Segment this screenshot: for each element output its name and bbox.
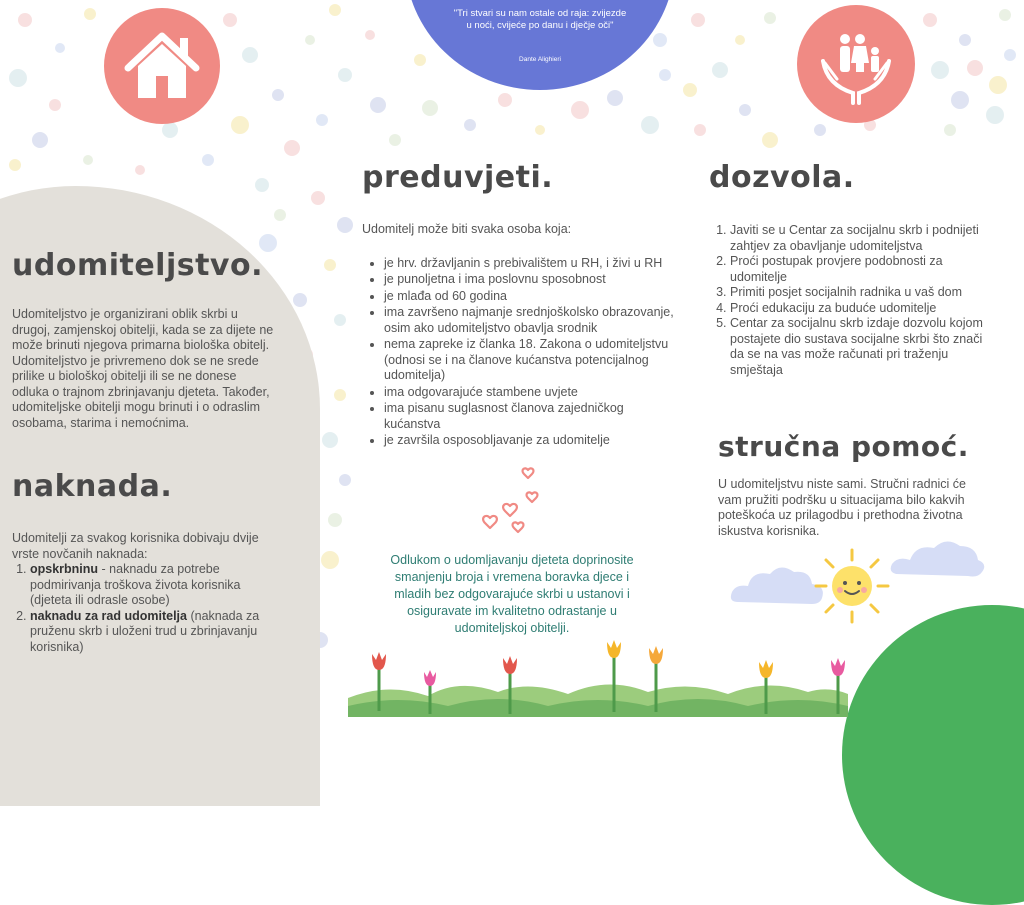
- list-item: • je hrv. državljanin s prebivalištem u RH, i živi u RH: [384, 256, 682, 272]
- quote-author: Dante Alighieri: [519, 56, 561, 63]
- naknada-body: [12, 531, 274, 655]
- preduvjeti-title: preduvjeti.: [362, 160, 554, 195]
- preduvjeti-body: [362, 222, 682, 450]
- quote-text: "Tri stvari su nam ostale od raja: zvijezde u noći, cvijeće po danu i dječje oči": [453, 8, 627, 31]
- cloud-icon: [888, 536, 988, 582]
- list-item: 5. Centar za socijalnu skrb izdaje dozvolu kojom postajete dio sustava socijalne skrbi što znači da se na vas može računati pri traženju smještaja: [730, 316, 984, 378]
- list-item: • je punoljetna i ima poslovnu sposobnost: [384, 272, 682, 288]
- heart-icon: [523, 468, 534, 478]
- hearts-decoration: [478, 466, 548, 546]
- list-item: • ima završeno najmanje srednjoškolsko obrazovanje, osim ako udomiteljstvo obavlja srodnik: [384, 305, 682, 336]
- strucna-title: stručna pomoć.: [718, 430, 969, 463]
- preduvjeti-closing: Odlukom o udomljavanju djeteta doprinosite smanjenju broja i vremena boravka djece i mladih bez odgovarajuće skrbi u ustanovi i osiguravate im kvalitetno odrastanje u udomiteljskoj obitelji.: [390, 553, 634, 635]
- list-item: 2. naknadu za rad udomitelja (naknada za pruženu skrb i uloženi trud u zbrinjavanju korisnika): [30, 609, 274, 656]
- list-item: • nema zapreke iz članka 18. Zakona o udomiteljstvu (odnosi se i na članove kućanstva potencijalnog udomitelja): [384, 337, 682, 384]
- list-item: • ima pisanu suglasnost članova zajedničkog kućanstva: [384, 401, 682, 432]
- preduvjeti-intro: Udomitelj može biti svaka osoba koja:: [362, 222, 572, 236]
- dozvola-body: [714, 223, 984, 378]
- dozvola-title: dozvola.: [709, 160, 855, 195]
- list-item: • je mlađa od 60 godina: [384, 289, 682, 305]
- list-item: 3. Primiti posjet socijalnih radnika u vaš dom: [730, 285, 984, 301]
- list-item: • ima odgovarajuće stambene uvjete: [384, 385, 682, 401]
- list-item: 1. opskrbninu - naknadu za potrebe podmirivanja troškova života korisnika (djeteta ili odrasle osobe): [30, 562, 274, 609]
- udomiteljstvo-title: udomiteljstvo.: [12, 248, 263, 283]
- heart-icon: [513, 522, 524, 532]
- list-item: 2. Proći postupak provjere podobnosti za udomitelje: [730, 254, 984, 285]
- family-hands-icon: [797, 5, 915, 123]
- house-icon: [104, 8, 220, 124]
- dozvola-list: [714, 223, 984, 378]
- house-circle: [104, 8, 220, 124]
- heart-icon: [527, 492, 538, 502]
- list-item: 1. Javiti se u Centar za socijalnu skrb i podnijeti zahtjev za obavljanje udomiteljstva: [730, 223, 984, 254]
- naknada-list: [12, 562, 274, 655]
- heart-icon: [503, 504, 517, 516]
- preduvjeti-list: [362, 256, 682, 449]
- udomiteljstvo-body: Udomiteljstvo je organizirani oblik skrbi u drugoj, zamjenskoj obitelji, kada se za dijete ne može brinuti njegova primarna biološka obitelj. Udomiteljstvo je privremeno dok se ne srede prilike u biološkoj obitelji ili se ne donese odluka o trajnom zbrinjavanju djeteta. Također, udomiteljske obitelji mogu brinuti i o odraslim osobama, starima i nemoćnima.: [12, 307, 274, 430]
- tulip-garden: [348, 636, 848, 717]
- naknada-intro: Udomitelji za svakog korisnika dobivaju dvije vrste novčanih naknada:: [12, 531, 259, 561]
- heart-icon: [483, 516, 497, 528]
- list-item: 4. Proći edukaciju za buduće udomitelje: [730, 301, 984, 317]
- naknada-title: naknada.: [12, 469, 173, 504]
- sun-icon: [812, 546, 892, 626]
- list-item: • je završila osposobljavanje za udomitelje: [384, 433, 682, 449]
- family-circle: [797, 5, 915, 123]
- strucna-body: U udomiteljstvu niste sami. Stručni radnici će vam pružiti podršku u situacijama bilo kakvih poteškoća uz prilagodbu i prethodna životna iskustva korisnika.: [718, 477, 967, 538]
